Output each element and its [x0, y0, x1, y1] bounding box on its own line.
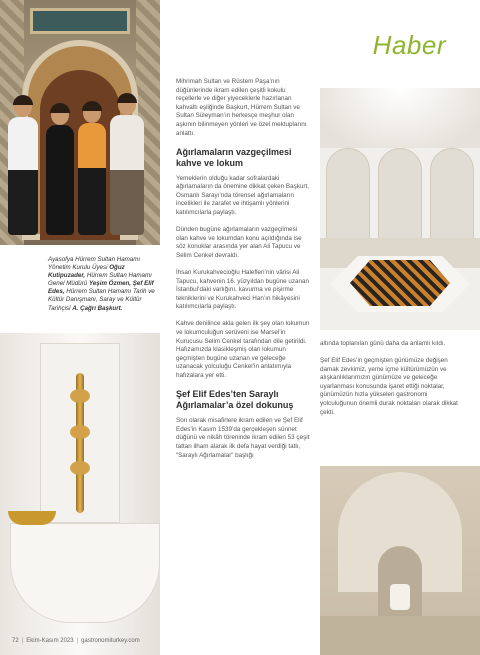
fountain-photo: [0, 333, 160, 655]
caption-text: Ayasofya Hürrem Sultan Hamamı Yönetim Kurulu Üyesi: [48, 256, 141, 272]
caption-name: Şef Elif Edes,: [48, 280, 154, 296]
brass-knob: [70, 425, 90, 439]
paragraph: Mihrimah Sultan ve Rüstem Paşa’nın düğünlerinde ikram edilen çeşitli kokulu reçellerle ve diğer yiyeceklerle hazırlanan kahvaltı eşliğinde Başkurt, Hürrem Sultan ve Sultan Süleyman’ın herkesçe meşhur olan aşkının bilinmeyen yönleri ve özel mektuplarını anlattı.: [176, 78, 307, 137]
page-footer: 72 | Ekim-Kasım 2023 | gastronomiturkey.com: [12, 638, 140, 644]
person: [78, 123, 106, 235]
hammam-photo: [320, 88, 480, 330]
person: [110, 115, 144, 235]
photo-caption: [48, 256, 160, 313]
floor: [320, 616, 480, 655]
person: [8, 117, 38, 235]
page-number: 72: [12, 638, 19, 644]
paragraph: Yemeklerin olduğu kadar sofralardaki ağırlamaların da önemine dikkat çeken Başkurt, Osmanlı Sarayı’nda törensel ağırlamaların incelikleri ile zarafet ve ihtişamlı yönlerini katılımcılarla paylaştı.: [176, 174, 310, 217]
brass-knob: [70, 389, 90, 403]
issue-date: Ekim-Kasım 2023: [26, 638, 74, 644]
article-column-right: [320, 340, 465, 426]
basin: [390, 584, 410, 610]
subheading: Şef Elif Edes’ten Saraylı Ağırlamalar’a özel dokunuş: [176, 389, 294, 411]
brass-knob: [70, 461, 90, 475]
paragraph: Dünden bugüne ağırlamaların vazgeçilmesi olan kahve ve lokumdan konu açıldığında ise söz konuklar arasında yer alan Ali Tapucu ve Selim Cenkel devraldı.: [176, 226, 302, 259]
paragraph: altında toplanılan günü daha da anlamlı kıldı.: [320, 340, 446, 347]
website-link[interactable]: gastronomiturkey.com: [81, 638, 140, 644]
caption-text: Hürrem Sultan Hamamı Genel Müdürü: [48, 272, 152, 288]
paragraph: İhsan Kurukahvecioğlu Halefleri’nin vârisi Ali Tapucu, kahvenin 16. yüzyıldan bugüne uzanan İstanbul’daki varlığını, kavurma ve pişirme tekniklerini ve Kurukahveci Han’ın hikâyesini katılımcılarla paylaştı.: [176, 269, 310, 311]
group-photo: [0, 0, 160, 245]
section-title: Haber: [372, 30, 446, 60]
paragraph: Kahve denilince akla gelen ilk şey olan lokumun ve lokumculuğun serüveni ise Marsel’in Kurucusu Selim Cenkel tarafından dile getirildi. Hafızamızda klasikleşmiş olan lokumun geçmişten bugüne uzanan ve geleceğe uzanacak yolculuğu Cenkel’in anlatımıyla hafızalara yer etti.: [176, 320, 310, 380]
marble-basin: [10, 523, 160, 623]
article-column-middle: [176, 78, 310, 469]
person: [46, 125, 74, 235]
caption-name: A. Çağrı Başkurt.: [72, 304, 123, 312]
caption-name: Yeşim Özmen,: [88, 280, 132, 288]
brass-bowl: [8, 511, 56, 525]
dome: [320, 88, 480, 148]
room-photo: [320, 466, 480, 655]
paragraph: Şef Elif Edes’in geçmişten günümüze değişen damak zevkimiz, yeme içme kültürümüzün ve alışkanlıklarımızın günümüze ve geleceğe uyarlanması konusunda işaret ettiği noktalar, günümüzün hızla yükselen gastronomi yolculuğunun önemli durak noktaları olarak dikkat çekti.: [320, 357, 458, 416]
caption-name: Oğuz Kutipuzader,: [48, 264, 125, 280]
subheading: Ağırlamaların vazgeçilmesi kahve ve lokum: [176, 146, 292, 168]
calligraphy-plaque: [30, 8, 130, 34]
inlay-pattern: [350, 260, 450, 306]
caption-text: Hürrem Sultan Hamamı Tarih ve Kültür Danışmanı, Saray ve Kültür Tarihçisi: [48, 288, 155, 312]
paragraph: Son olarak misafirlere ikram edilen ve Şef Elif Edes’in Kasım 1539’da gerçekleşen sünnet düğünü ve nikâh töreninde ikram edilen 53 çeşit tattan ilham alarak ilk defa hayat verdiği tatlı, “Saraylı Ağırlamalar” başlığı: [176, 417, 310, 459]
